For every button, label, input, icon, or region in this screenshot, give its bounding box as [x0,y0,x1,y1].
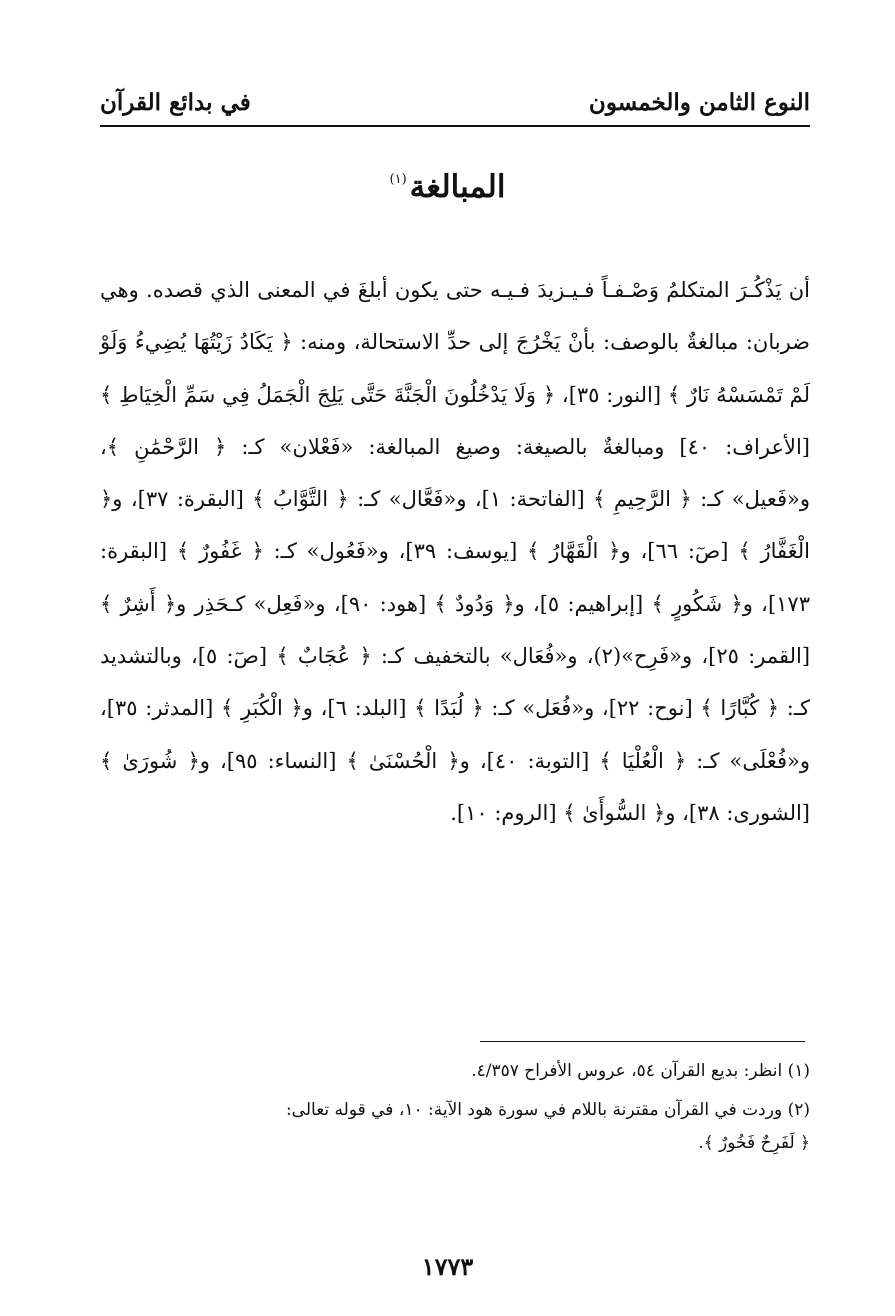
body-paragraph: أن يَذْكُـرَ المتكلمُ وَصْـفـاً فـيـزيدَ فـيـه حتى يكون أبلغَ في المعنى الذي قصده. وهي ضربان: مبالغةٌ بالوصف: بأنْ يَخْرُجَ إلى حدِّ الاستحالة، ومنه: ﴿ يَكَادُ زَيْتُهَا يُضِيءُ وَلَوْ لَمْ تَمْسَسْهُ نَارٌ ﴾ [النور: ٣٥]، ﴿ وَلَا يَدْخُلُونَ الْجَنَّةَ حَتَّى يَلِجَ الْجَمَلُ فِي سَمِّ الْخِيَاطِ ﴾ [الأعراف: ٤٠] ومبالغةٌ بالصيغة: وصيغ المبالغة: «فَعْلان» كـ: ﴿ الرَّحْمَٰنِ ﴾، و«فَعيل» كـ: ﴿ الرَّحِيمِ ﴾ [الفاتحة: ١]، و«فَعَّال» كـ: ﴿ التَّوَّابُ ﴾ [البقرة: ٣٧]، و﴿ الْغَفَّارُ ﴾ [صٓ: ٦٦]، و﴿ الْقَهَّارُ ﴾ [يوسف: ٣٩]، و«فَعُول» كـ: ﴿ غَفُورٌ ﴾ [البقرة: ١٧٣]، و﴿ شَكُورٍ ﴾ [إبراهيم: ٥]، و﴿ وَدُودٌ ﴾ [هود: ٩٠]، و«فَعِل» كـحَذِر و﴿ أَشِرٌ ﴾ [القمر: ٢٥]، و«فَرِح»(٢)، و«فُعَال» بالتخفيف كـ: ﴿ عُجَابٌ ﴾ [صٓ: ٥]، وبالتشديد كـ: ﴿ كُبَّارًا ﴾ [نوح: ٢٢]، و«فُعَل» كـ: ﴿ لُبَدًا ﴾ [البلد: ٦]، و﴿ الْكُبَرِ ﴾ [المدثر: ٣٥]، و«فُعْلَى» كـ: ﴿ الْعُلْيَا ﴾ [التوبة: ٤٠]، و﴿ الْحُسْنَىٰ ﴾ [النساء: ٩٥]، و﴿ شُورَىٰ ﴾ [الشورى: ٣٨]، و﴿ السُّوأَىٰ ﴾ [الروم: ١٠]. [100,278,811,825]
footnote-ref: (١) [389,172,407,187]
footnote-divider [480,1041,805,1042]
section-title-text: المبالغة [409,169,506,205]
footnote-2-text: (٢) وردت في القرآن مقترنة باللام في سورة هود الآية: ١٠، في قوله تعالى: [285,1100,810,1120]
header-divider [100,125,810,127]
body-text [100,264,810,839]
footnotes [100,1055,810,1166]
footnote-2 [100,1094,810,1160]
footnote-1: (١) انظر: بديع القرآن ٥٤، عروس الأفراح ٤/٣٥٧. [471,1061,810,1081]
page-number: ١٧٧٣ [421,1252,474,1281]
running-header [100,84,810,120]
header-book-title: في بدائع القرآن [100,88,251,116]
section-title [0,155,895,212]
footnote-2-verse: ﴿ لَفَرِحٌ فَخُورٌ ﴾. [698,1133,810,1153]
header-chapter: النوع الثامن والخمسون [588,88,810,116]
